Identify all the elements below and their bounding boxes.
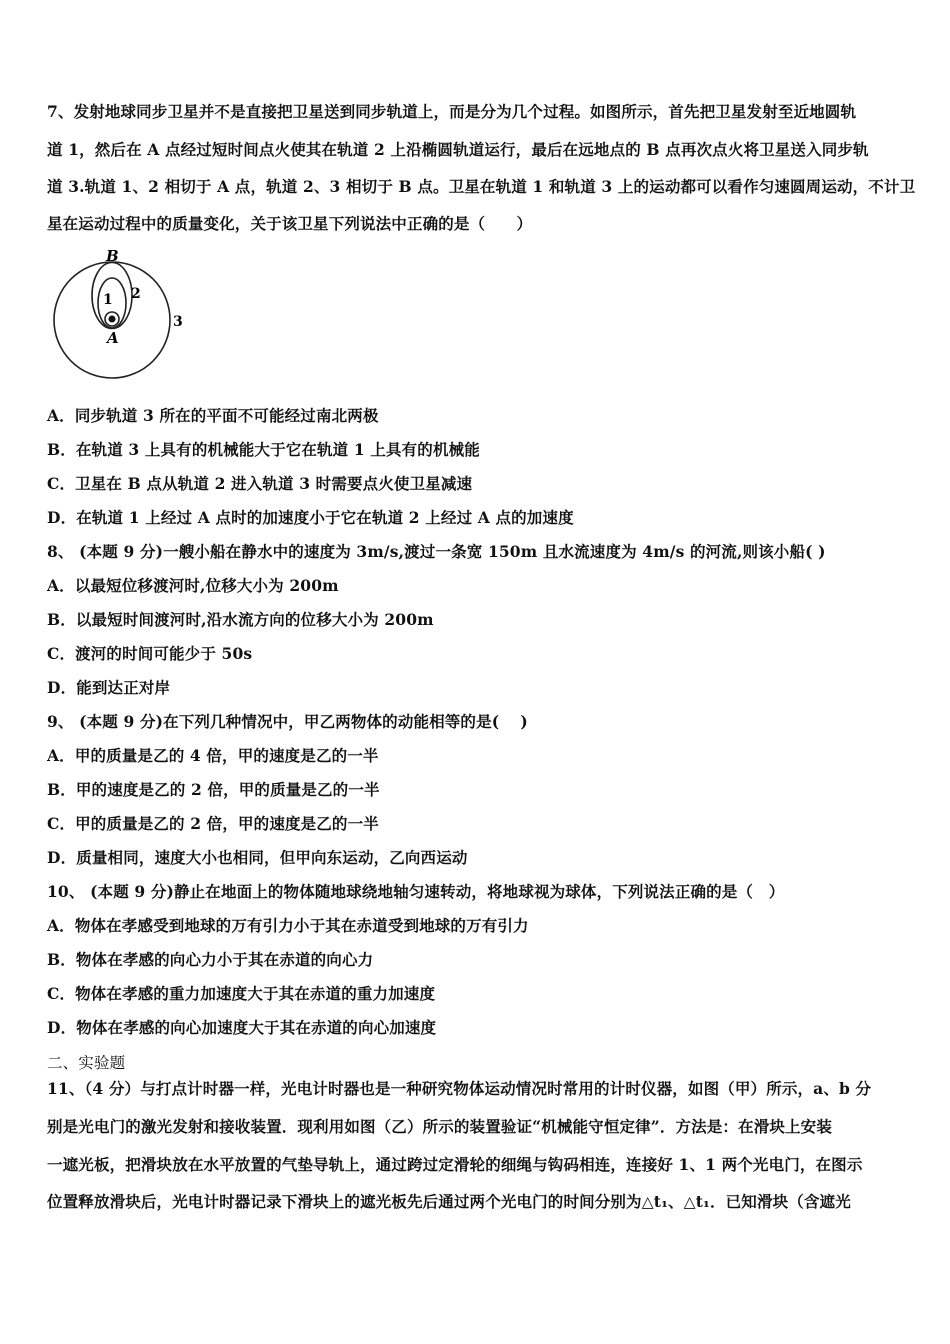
q7-line-1: 7、发射地球同步卫星并不是直接把卫星送到同步轨道上，而是分为几个过程。如图所示，首先把卫星发射至近地圆轨 bbox=[47, 102, 857, 121]
q8-option-b: B．以最短时间渡河时,沿水流方向的位移大小为 200m bbox=[47, 610, 434, 629]
q8-stem: 8、 (本题 9 分)一艘小船在静水中的速度为 3m/s,渡过一条宽 150m 且水流速度为 4m/s 的河流,则该小船( ) bbox=[47, 542, 826, 561]
q10-stem: 10、 (本题 9 分)静止在地面上的物体随地球绕地轴匀速转动，将地球视为球体，下列说法正确的是（ ） bbox=[47, 882, 785, 901]
label-3: 3 bbox=[173, 314, 183, 330]
q11-line-1: 11、（4 分）与打点计时器一样，光电计时器也是一种研究物体运动情况时常用的计时仪器，如图（甲）所示，a、b 分 bbox=[47, 1079, 872, 1098]
q10-option-d: D．物体在孝感的向心加速度大于其在赤道的向心加速度 bbox=[47, 1018, 437, 1037]
q9-option-d: D．质量相同，速度大小也相同，但甲向东运动，乙向西运动 bbox=[47, 848, 468, 867]
q9-option-a: A．甲的质量是乙的 4 倍，甲的速度是乙的一半 bbox=[47, 746, 379, 765]
q7-option-b: B．在轨道 3 上具有的机械能大于它在轨道 1 上具有的机械能 bbox=[47, 440, 480, 459]
q7-option-d: D．在轨道 1 上经过 A 点时的加速度小于它在轨道 2 上经过 A 点的加速度 bbox=[47, 508, 574, 527]
label-A: A bbox=[107, 329, 119, 347]
q9-option-c: C．甲的质量是乙的 2 倍，甲的速度是乙的一半 bbox=[47, 814, 379, 833]
label-1: 1 bbox=[103, 292, 113, 308]
q7-line-2: 道 1，然后在 A 点经过短时间点火使其在轨道 2 上沿椭圆轨道运行，最后在远地点的 B 点再次点火将卫星送入同步轨 bbox=[47, 140, 869, 159]
label-2: 2 bbox=[131, 286, 141, 302]
label-B: B bbox=[106, 247, 119, 265]
q10-option-a: A．物体在孝感受到地球的万有引力小于其在赤道受到地球的万有引力 bbox=[47, 916, 529, 935]
q8-option-d: D．能到达正对岸 bbox=[47, 678, 171, 697]
q7-option-a: A．同步轨道 3 所在的平面不可能经过南北两极 bbox=[47, 406, 379, 425]
q7-line-4: 星在运动过程中的质量变化，关于该卫星下列说法中正确的是（ ） bbox=[47, 214, 533, 233]
q7-option-c: C．卫星在 B 点从轨道 2 进入轨道 3 时需要点火使卫星减速 bbox=[47, 474, 473, 493]
q8-option-a: A．以最短位移渡河时,位移大小为 200m bbox=[47, 576, 339, 595]
q11-line-3: 一遮光板，把滑块放在水平放置的气垫导轨上，通过跨过定滑轮的细绳与钩码相连，连接好 1、1 两个光电门，在图示 bbox=[47, 1155, 863, 1174]
q9-stem: 9、 (本题 9 分)在下列几种情况中，甲乙两物体的动能相等的是( ) bbox=[47, 712, 528, 731]
q11-line-4: 位置释放滑块后，光电计时器记录下滑块上的遮光板先后通过两个光电门的时间分别为△t₁、△t₁．已知滑块（含遮光 bbox=[47, 1192, 851, 1211]
section-title: 二、实验题 bbox=[47, 1054, 126, 1072]
q10-option-c: C．物体在孝感的重力加速度大于其在赤道的重力加速度 bbox=[47, 984, 436, 1003]
q8-option-c: C．渡河的时间可能少于 50s bbox=[47, 644, 253, 663]
q11-line-2: 别是光电门的激光发射和接收装置．现利用如图（乙）所示的装置验证“机械能守恒定律”．方法是：在滑块上安装 bbox=[47, 1117, 832, 1136]
orbit-diagram bbox=[45, 246, 195, 380]
q10-option-b: B．物体在孝感的向心力小于其在赤道的向心力 bbox=[47, 950, 374, 969]
earth-core bbox=[109, 316, 116, 323]
q7-line-3: 道 3.轨道 1、2 相切于 A 点，轨道 2、3 相切于 B 点。卫星在轨道 1 和轨道 3 上的运动都可以看作匀速圆周运动，不计卫 bbox=[47, 177, 916, 196]
q9-option-b: B．甲的速度是乙的 2 倍，甲的质量是乙的一半 bbox=[47, 780, 380, 799]
